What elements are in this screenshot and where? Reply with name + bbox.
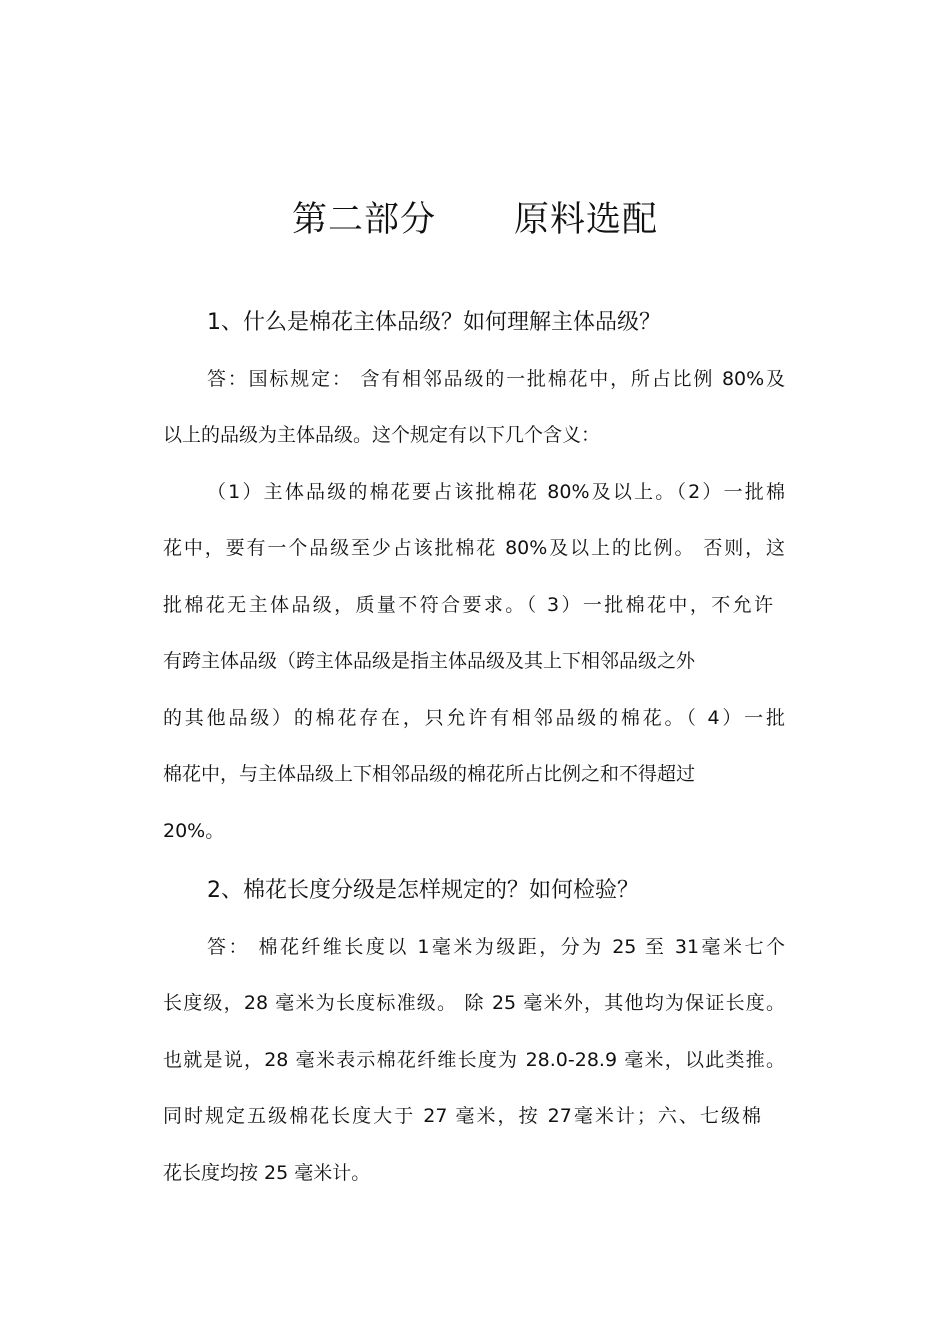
answer-1-line-9: 20%。 (163, 820, 225, 842)
question-1: 1、什么是棉花主体品级？如何理解主体品级？ (207, 310, 661, 335)
answer-2-line-3: 也就是说，28 毫米表示棉花纤维长度为 28.0-28.9 毫米，以此类推。 (163, 1049, 785, 1071)
answer-1-line-5: 批棉花无主体品级，质量不符合要求。（ 3）一批棉花中，不允许 (163, 594, 773, 616)
answer-2-line-4: 同时规定五级棉花长度大于 27 毫米，按 27毫米计；六、七级棉 (163, 1105, 761, 1127)
question-2: 2、棉花长度分级是怎样规定的？如何检验？ (207, 878, 639, 903)
answer-1-line-1: 答：国标规定： 含有相邻品级的一批棉花中，所占比例 80%及 (207, 368, 785, 390)
answer-2-line-1: 答： 棉花纤维长度以 1毫米为级距，分为 25 至 31毫米七个 (207, 936, 785, 958)
page-title (0, 196, 950, 244)
title-part: 第二部分 (291, 200, 436, 240)
answer-1-line-3: （1）主体品级的棉花要占该批棉花 80%及以上。（2）一批棉 (207, 481, 785, 503)
answer-1-line-4: 花中，要有一个品级至少占该批棉花 80%及以上的比例。 否则，这 (163, 537, 785, 559)
answer-2-line-5: 花长度均按 25 毫米计。 (163, 1162, 371, 1184)
answer-1-line-7: 的其他品级）的棉花存在，只允许有相邻品级的棉花。（ 4）一批 (163, 707, 785, 729)
answer-1-line-2: 以上的品级为主体品级。这个规定有以下几个含义： (163, 424, 601, 446)
answer-1-line-8: 棉花中，与主体品级上下相邻品级的棉花所占比例之和不得超过 (163, 763, 696, 785)
answer-1-line-6: 有跨主体品级（跨主体品级是指主体品级及其上下相邻品级之外 (163, 650, 696, 672)
answer-2-line-2: 长度级，28 毫米为长度标准级。 除 25 毫米外，其他均为保证长度。 (163, 992, 785, 1014)
title-name: 原料选配 (514, 200, 659, 240)
